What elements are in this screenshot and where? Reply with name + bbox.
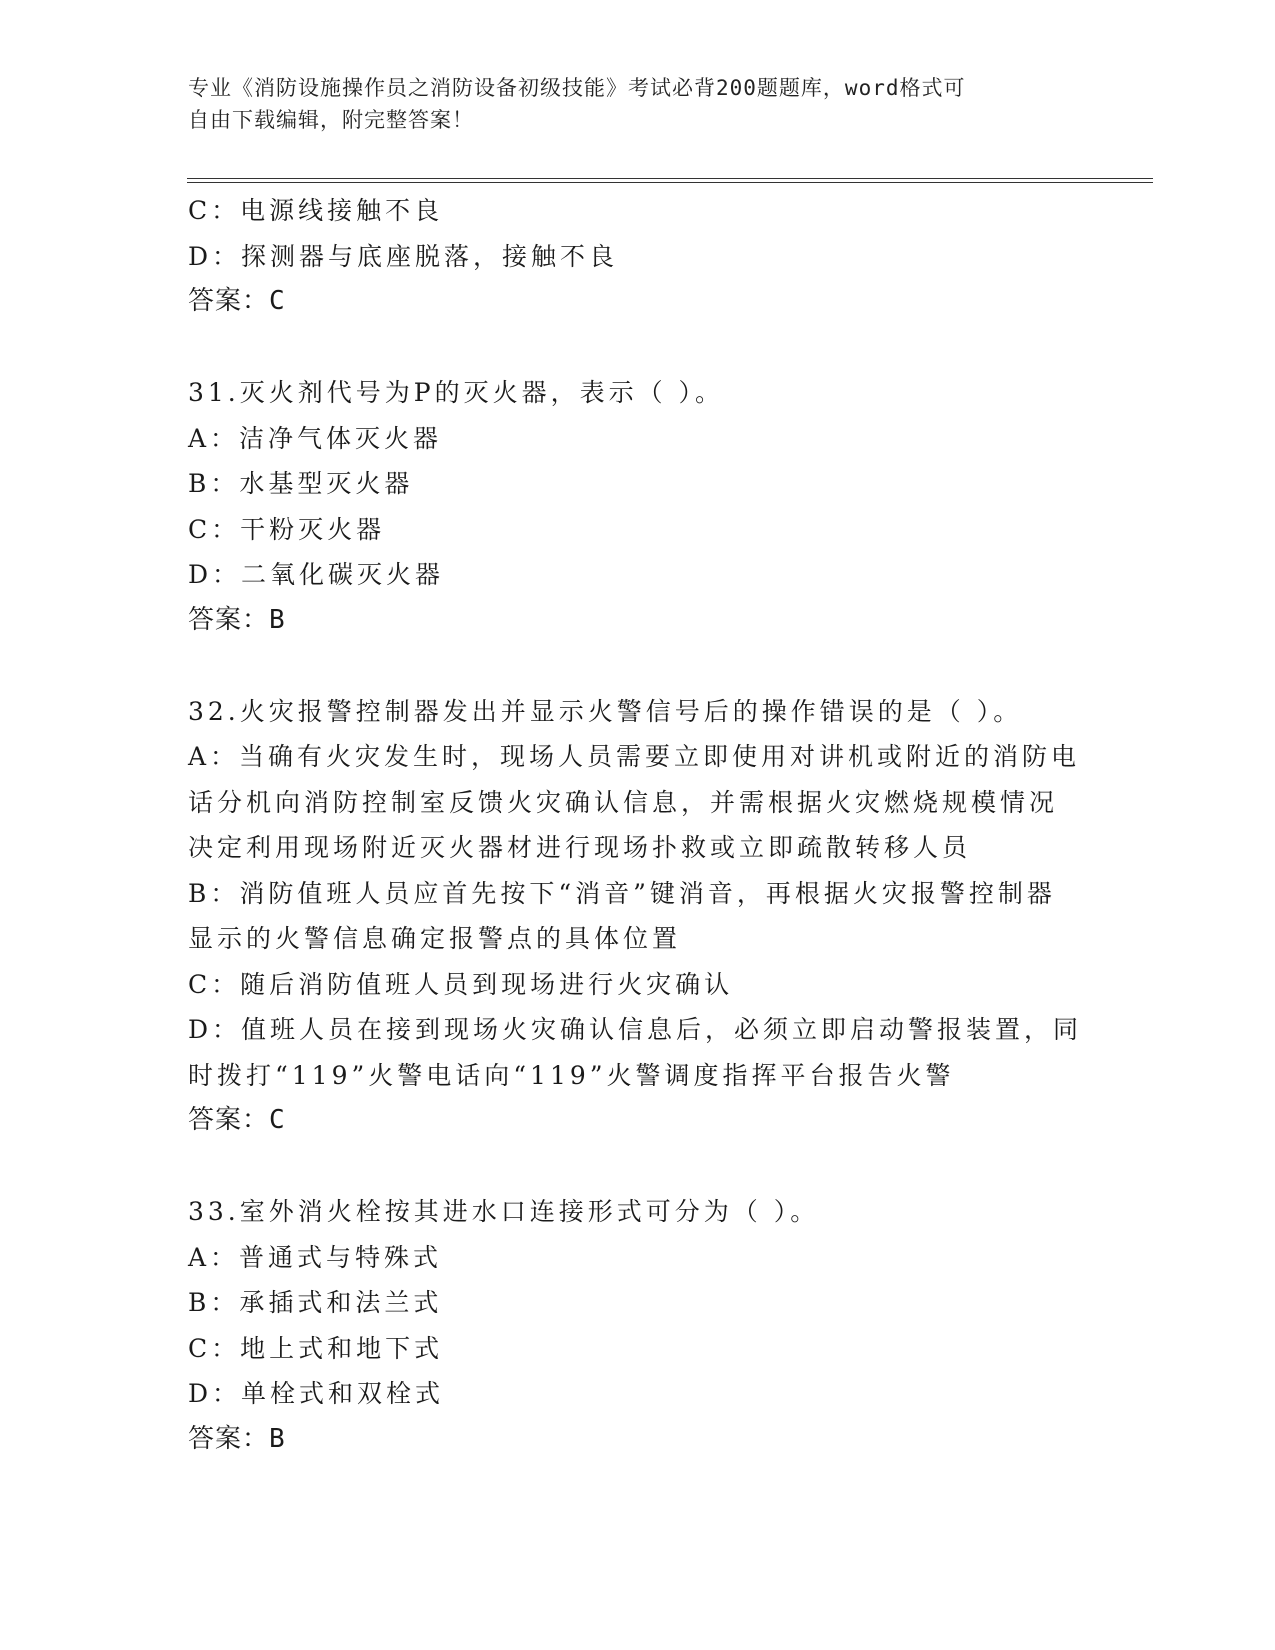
option-c: C：电源线接触不良	[188, 196, 444, 225]
header-line-1: 专业《消防设施操作员之消防设备初级技能》考试必背200题题库，word格式可	[188, 76, 966, 100]
option-c: C：随后消防值班人员到现场进行火灾确认	[188, 969, 734, 999]
option-a-line-3: 决定利用现场附近灭火器材进行现场扑救或立即疏散转移人员	[188, 833, 972, 862]
header-divider-bottom	[187, 182, 1153, 183]
option-b-line-1: B：消防值班人员应首先按下“消音”键消音，再根据火灾报警控制器	[188, 878, 1056, 908]
option-b-line-2: 显示的火警信息确定报警点的具体位置	[188, 924, 682, 953]
answer: 答案：C	[188, 1105, 286, 1135]
answer: 答案：C	[188, 286, 286, 316]
question-stem: 31.灭火剂代号为P的灭火器，表示（ ）。	[188, 378, 725, 407]
spacer	[188, 325, 1088, 371]
option-a: A：普通式与特殊式	[188, 1242, 443, 1272]
spacer	[188, 1144, 1088, 1190]
question-31	[188, 370, 1088, 643]
header-divider-top	[187, 178, 1153, 179]
option-c: C：地上式和地下式	[188, 1333, 444, 1363]
question-32	[188, 689, 1088, 1144]
option-a-line-2: 话分机向消防控制室反馈火灾确认信息，并需根据火灾燃烧规模情况	[188, 787, 1059, 817]
question-list	[188, 188, 1088, 1462]
document-header	[188, 72, 1088, 136]
question-stem: 32.火灾报警控制器发出并显示火警信号后的操作错误的是（ ）。	[188, 696, 1023, 726]
question-33	[188, 1189, 1088, 1462]
answer: 答案：B	[188, 604, 286, 635]
option-d-line-2: 时拨打“119”火警电话向“119”火警调度指挥平台报告火警	[188, 1060, 955, 1090]
option-c: C：干粉灭火器	[188, 514, 386, 544]
option-d: D：探测器与底座脱落，接触不良	[188, 241, 619, 271]
option-d-line-1: D：值班人员在接到现场火灾确认信息后，必须立即启动警报装置，同	[188, 1015, 1083, 1044]
option-d: D：二氧化碳灭火器	[188, 560, 445, 589]
header-line-2: 自由下载编辑，附完整答案！	[188, 108, 474, 132]
option-b: B：水基型灭火器	[188, 469, 414, 498]
question-fragment	[188, 188, 1088, 325]
option-b: B：承插式和法兰式	[188, 1288, 443, 1317]
answer: 答案：B	[188, 1423, 286, 1454]
option-a-line-1: A：当确有火灾发生时，现场人员需要立即使用对讲机或附近的消防电	[188, 742, 1081, 771]
option-d: D：单栓式和双栓式	[188, 1379, 445, 1408]
question-stem: 33.室外消火栓按其进水口连接形式可分为（ ）。	[188, 1197, 820, 1226]
spacer	[188, 643, 1088, 689]
option-a: A：洁净气体灭火器	[188, 423, 443, 453]
